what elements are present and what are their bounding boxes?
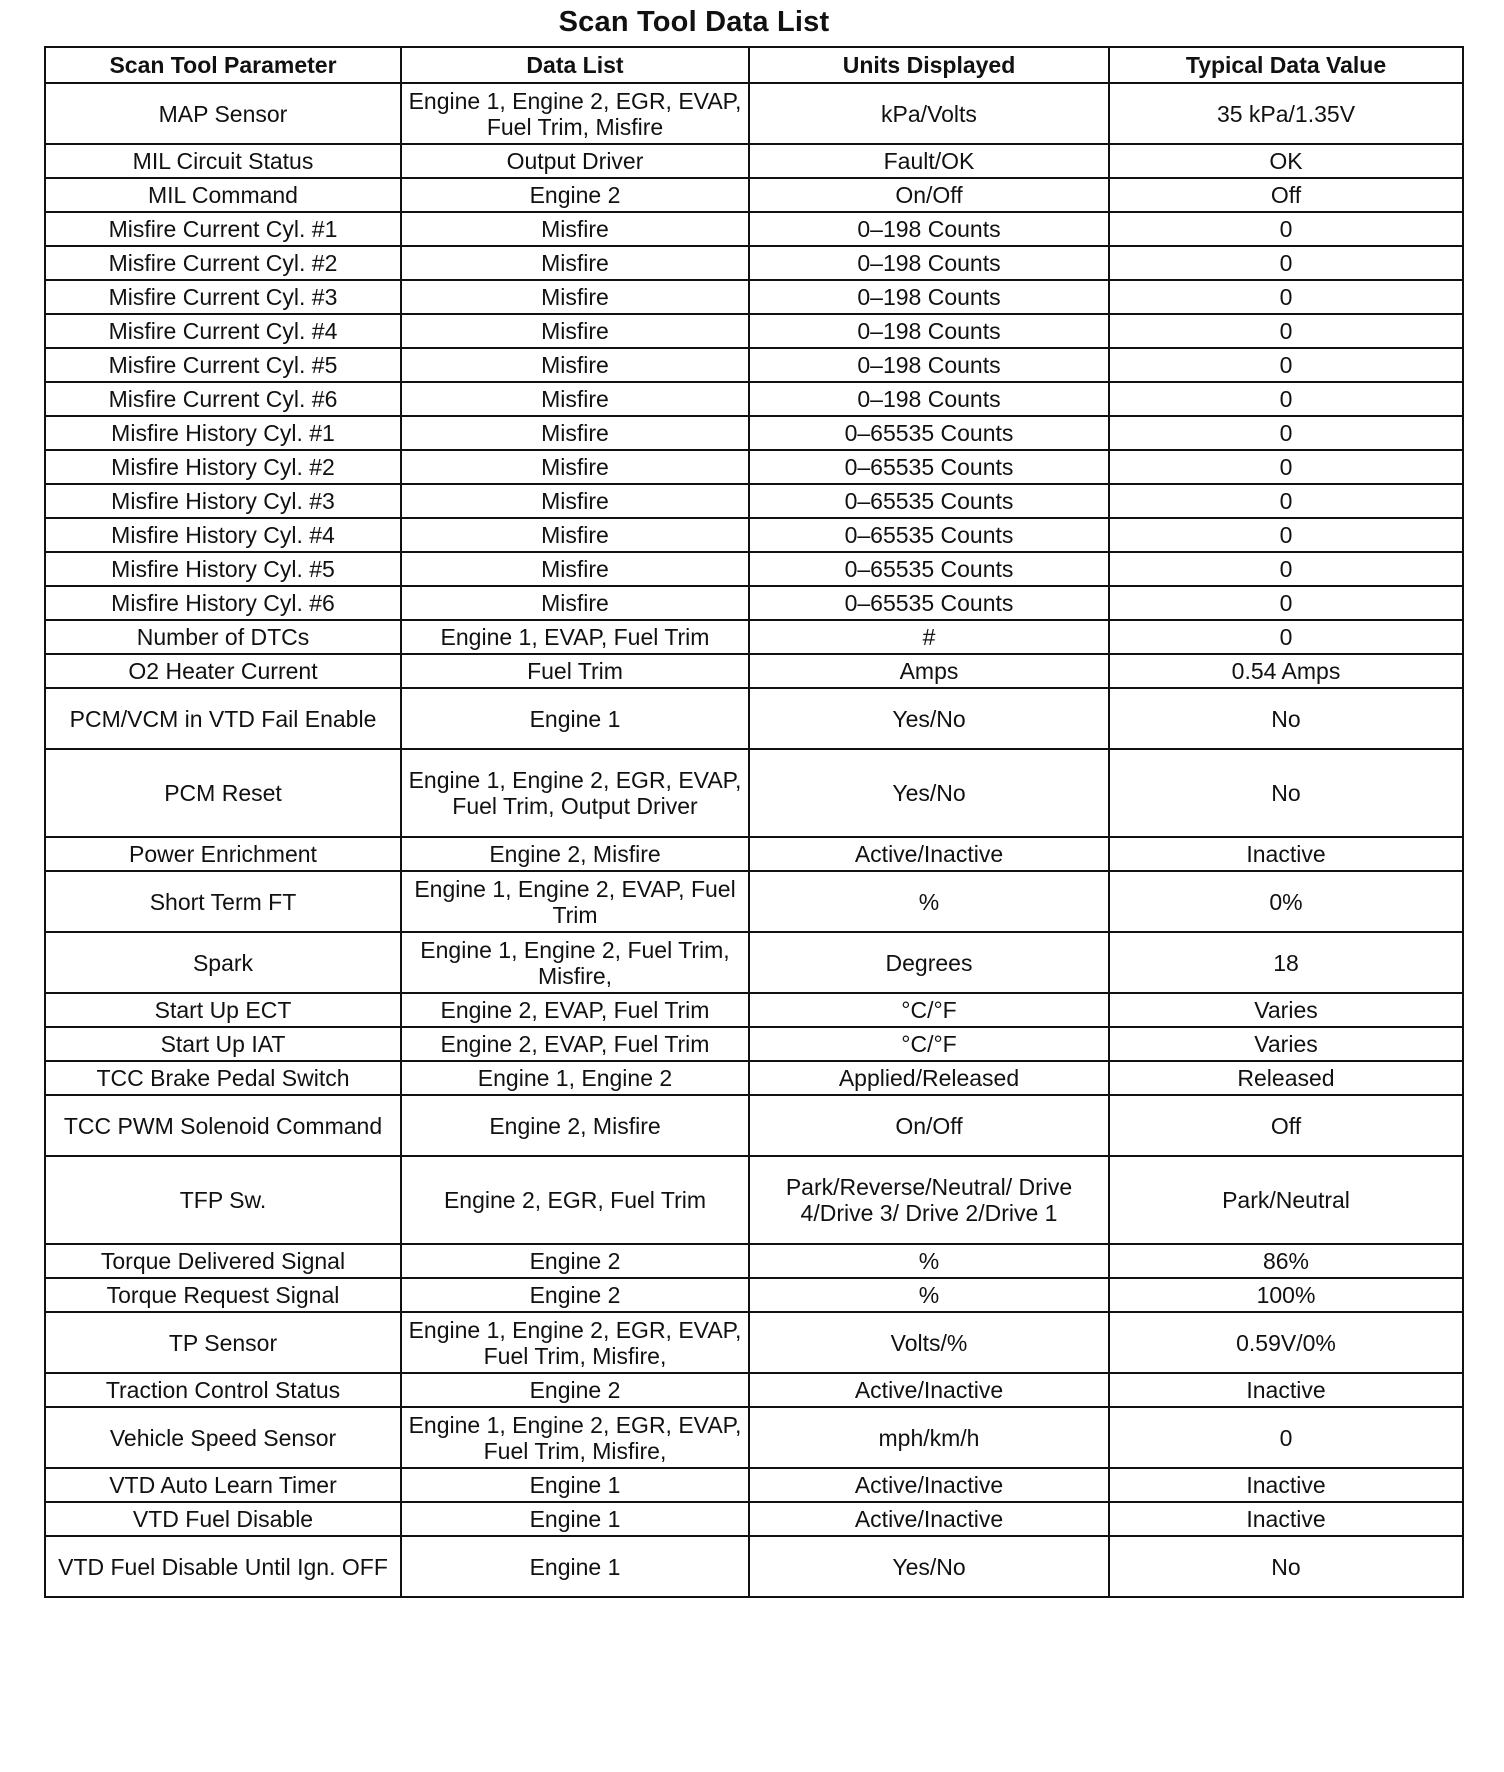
cell-parameter: VTD Fuel Disable Until Ign. OFF [45,1536,401,1597]
cell-units: kPa/Volts [749,83,1109,144]
cell-typical-value: 0 [1109,586,1463,620]
cell-typical-value: Inactive [1109,1373,1463,1407]
cell-data-list: Engine 2, Misfire [401,837,749,871]
cell-units: Amps [749,654,1109,688]
table-row [45,416,1463,450]
cell-units: Volts/% [749,1312,1109,1373]
table-row [45,518,1463,552]
cell-typical-value: 0 [1109,382,1463,416]
cell-units: Park/Reverse/Neutral/ Drive 4/Drive 3/ Drive 2/Drive 1 [749,1156,1109,1244]
cell-data-list: Engine 1 [401,1502,749,1536]
cell-data-list: Misfire [401,450,749,484]
cell-data-list: Engine 1, Engine 2, EGR, EVAP, Fuel Trim, Misfire, [401,1407,749,1468]
cell-parameter: Traction Control Status [45,1373,401,1407]
cell-parameter: VTD Fuel Disable [45,1502,401,1536]
cell-data-list: Engine 2, Misfire [401,1095,749,1156]
cell-typical-value: 86% [1109,1244,1463,1278]
cell-typical-value: 0.54 Amps [1109,654,1463,688]
cell-data-list: Misfire [401,586,749,620]
table-row [45,1027,1463,1061]
cell-parameter: Misfire History Cyl. #5 [45,552,401,586]
cell-units: Yes/No [749,688,1109,749]
cell-typical-value: 0.59V/0% [1109,1312,1463,1373]
table-row [45,620,1463,654]
cell-parameter: Misfire Current Cyl. #3 [45,280,401,314]
cell-data-list: Misfire [401,382,749,416]
cell-units: 0–198 Counts [749,246,1109,280]
cell-units: 0–198 Counts [749,382,1109,416]
cell-typical-value: Inactive [1109,1468,1463,1502]
cell-parameter: TCC PWM Solenoid Command [45,1095,401,1156]
table-row [45,348,1463,382]
cell-units: % [749,1278,1109,1312]
column-header-units: Units Displayed [749,47,1109,83]
cell-data-list: Engine 2, EVAP, Fuel Trim [401,1027,749,1061]
cell-data-list: Engine 1 [401,1468,749,1502]
cell-units: On/Off [749,1095,1109,1156]
cell-data-list: Engine 1, Engine 2, EGR, EVAP, Fuel Trim, Misfire, [401,1312,749,1373]
cell-units: Applied/Released [749,1061,1109,1095]
table-row [45,1536,1463,1597]
cell-typical-value: No [1109,1536,1463,1597]
table-row [45,586,1463,620]
cell-parameter: Misfire History Cyl. #4 [45,518,401,552]
cell-parameter: Misfire Current Cyl. #5 [45,348,401,382]
table-row [45,837,1463,871]
cell-parameter: Start Up IAT [45,1027,401,1061]
cell-units: # [749,620,1109,654]
table-row [45,83,1463,144]
table-row [45,280,1463,314]
table-row [45,552,1463,586]
cell-typical-value: Inactive [1109,1502,1463,1536]
cell-units: 0–65535 Counts [749,586,1109,620]
cell-data-list: Engine 1 [401,688,749,749]
cell-parameter: Misfire Current Cyl. #1 [45,212,401,246]
cell-units: Yes/No [749,1536,1109,1597]
table-row [45,1312,1463,1373]
cell-typical-value: No [1109,688,1463,749]
cell-parameter: Misfire Current Cyl. #6 [45,382,401,416]
cell-data-list: Misfire [401,348,749,382]
cell-data-list: Misfire [401,552,749,586]
cell-units: °C/°F [749,993,1109,1027]
cell-typical-value: 0 [1109,620,1463,654]
table-row [45,1095,1463,1156]
cell-data-list: Engine 1 [401,1536,749,1597]
cell-data-list: Misfire [401,246,749,280]
cell-units: 0–65535 Counts [749,450,1109,484]
cell-parameter: PCM Reset [45,749,401,837]
table-row [45,314,1463,348]
cell-parameter: MAP Sensor [45,83,401,144]
cell-units: 0–198 Counts [749,314,1109,348]
cell-data-list: Misfire [401,280,749,314]
table-row [45,1407,1463,1468]
cell-typical-value: Released [1109,1061,1463,1095]
cell-typical-value: Varies [1109,1027,1463,1061]
table-row [45,246,1463,280]
cell-data-list: Misfire [401,212,749,246]
cell-parameter: Misfire History Cyl. #1 [45,416,401,450]
cell-parameter: Short Term FT [45,871,401,932]
table-row [45,1061,1463,1095]
cell-data-list: Fuel Trim [401,654,749,688]
cell-typical-value: Off [1109,1095,1463,1156]
cell-parameter: Number of DTCs [45,620,401,654]
cell-parameter: Start Up ECT [45,993,401,1027]
cell-typical-value: 0 [1109,314,1463,348]
cell-data-list: Engine 2 [401,1373,749,1407]
cell-parameter: TP Sensor [45,1312,401,1373]
cell-parameter: VTD Auto Learn Timer [45,1468,401,1502]
cell-units: Active/Inactive [749,837,1109,871]
table-row [45,450,1463,484]
table-row [45,1278,1463,1312]
table-row [45,382,1463,416]
cell-units: Active/Inactive [749,1373,1109,1407]
cell-data-list: Engine 2 [401,178,749,212]
cell-typical-value: 0 [1109,348,1463,382]
table-row [45,144,1463,178]
cell-typical-value: 35 kPa/1.35V [1109,83,1463,144]
cell-parameter: Torque Delivered Signal [45,1244,401,1278]
cell-data-list: Engine 1, Engine 2, EGR, EVAP, Fuel Trim, Output Driver [401,749,749,837]
cell-typical-value: 0 [1109,1407,1463,1468]
cell-typical-value: Varies [1109,993,1463,1027]
cell-units: Active/Inactive [749,1502,1109,1536]
table-header-row [45,47,1463,83]
cell-typical-value: 18 [1109,932,1463,993]
cell-data-list: Engine 1, Engine 2, Fuel Trim, Misfire, [401,932,749,993]
cell-typical-value: 0 [1109,246,1463,280]
cell-typical-value: Off [1109,178,1463,212]
cell-units: Active/Inactive [749,1468,1109,1502]
cell-typical-value: Inactive [1109,837,1463,871]
cell-parameter: MIL Command [45,178,401,212]
cell-parameter: Misfire History Cyl. #2 [45,450,401,484]
cell-data-list: Engine 2 [401,1278,749,1312]
table-row [45,871,1463,932]
cell-data-list: Misfire [401,416,749,450]
cell-data-list: Engine 2, EGR, Fuel Trim [401,1156,749,1244]
cell-parameter: Torque Request Signal [45,1278,401,1312]
cell-typical-value: 0 [1109,552,1463,586]
table-row [45,654,1463,688]
cell-units: mph/km/h [749,1407,1109,1468]
cell-parameter: TCC Brake Pedal Switch [45,1061,401,1095]
table-row [45,1244,1463,1278]
table-row [45,178,1463,212]
cell-units: 0–65535 Counts [749,518,1109,552]
cell-units: 0–65535 Counts [749,552,1109,586]
cell-typical-value: No [1109,749,1463,837]
cell-typical-value: 0 [1109,280,1463,314]
cell-data-list: Misfire [401,484,749,518]
cell-parameter: Vehicle Speed Sensor [45,1407,401,1468]
cell-typical-value: 0% [1109,871,1463,932]
cell-units: 0–198 Counts [749,212,1109,246]
cell-parameter: Misfire History Cyl. #6 [45,586,401,620]
cell-units: Fault/OK [749,144,1109,178]
cell-units: 0–198 Counts [749,280,1109,314]
cell-units: Degrees [749,932,1109,993]
column-header-data-list: Data List [401,47,749,83]
table-row [45,993,1463,1027]
cell-data-list: Engine 2, EVAP, Fuel Trim [401,993,749,1027]
cell-parameter: Misfire Current Cyl. #2 [45,246,401,280]
cell-parameter: Power Enrichment [45,837,401,871]
scan-tool-data-table [44,46,1464,1598]
cell-units: Yes/No [749,749,1109,837]
table-row [45,932,1463,993]
table-row [45,484,1463,518]
cell-data-list: Engine 1, Engine 2, EVAP, Fuel Trim [401,871,749,932]
table-row [45,1373,1463,1407]
cell-data-list: Engine 1, EVAP, Fuel Trim [401,620,749,654]
cell-parameter: Misfire History Cyl. #3 [45,484,401,518]
table-row [45,1468,1463,1502]
table-row [45,688,1463,749]
cell-typical-value: OK [1109,144,1463,178]
cell-data-list: Misfire [401,314,749,348]
cell-typical-value: 0 [1109,212,1463,246]
cell-parameter: Spark [45,932,401,993]
cell-typical-value: 0 [1109,484,1463,518]
cell-data-list: Misfire [401,518,749,552]
cell-data-list: Engine 1, Engine 2 [401,1061,749,1095]
table-row [45,1156,1463,1244]
cell-typical-value: 0 [1109,518,1463,552]
cell-parameter: TFP Sw. [45,1156,401,1244]
cell-units: 0–198 Counts [749,348,1109,382]
table-row [45,212,1463,246]
cell-data-list: Engine 1, Engine 2, EGR, EVAP, Fuel Trim, Misfire [401,83,749,144]
page-title: Scan Tool Data List [558,6,830,38]
cell-units: 0–65535 Counts [749,416,1109,450]
cell-parameter: Misfire Current Cyl. #4 [45,314,401,348]
cell-units: % [749,871,1109,932]
cell-typical-value: 100% [1109,1278,1463,1312]
cell-units: °C/°F [749,1027,1109,1061]
cell-data-list: Output Driver [401,144,749,178]
cell-typical-value: 0 [1109,450,1463,484]
table-row [45,749,1463,837]
column-header-parameter: Scan Tool Parameter [45,47,401,83]
cell-units: 0–65535 Counts [749,484,1109,518]
column-header-typical-value: Typical Data Value [1109,47,1463,83]
table-row [45,1502,1463,1536]
cell-data-list: Engine 2 [401,1244,749,1278]
cell-typical-value: Park/Neutral [1109,1156,1463,1244]
cell-units: On/Off [749,178,1109,212]
cell-parameter: PCM/VCM in VTD Fail Enable [45,688,401,749]
cell-units: % [749,1244,1109,1278]
cell-typical-value: 0 [1109,416,1463,450]
cell-parameter: MIL Circuit Status [45,144,401,178]
cell-parameter: O2 Heater Current [45,654,401,688]
